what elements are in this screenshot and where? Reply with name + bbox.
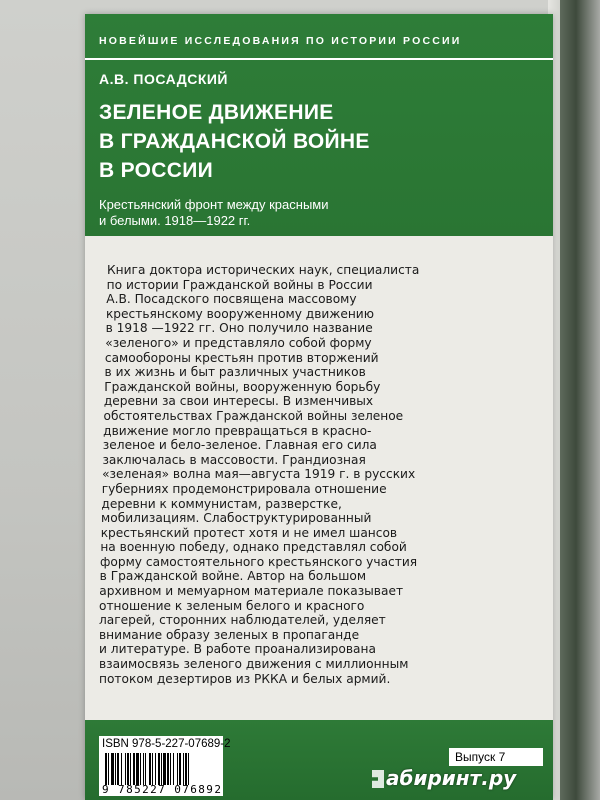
annotation-line: на военную победу, однако представлял собой [100, 540, 407, 555]
annotation-line: в их жизнь и быт различных участников [104, 365, 366, 380]
annotation-line: в 1918 —1922 гг. Оно получило название [105, 321, 373, 336]
annotation-line: внимание образу зеленых в пропаганде [99, 627, 360, 642]
annotation-line: крестьянский протест хотя и не имел шансов [100, 525, 398, 540]
book-subtitle [99, 197, 539, 229]
annotation-line: деревни за свои интересы. В изменчивых [103, 394, 374, 409]
annotation-line: обстоятельствах Гражданской войны зеленое [103, 408, 404, 423]
annotation-line: архивном и мемуарном материале показывает [99, 584, 404, 599]
title-line: В РОССИИ [99, 159, 213, 182]
author-name: А.В. ПОСАДСКИЙ [99, 71, 228, 87]
annotation-line: «зеленая» волна мая—августа 1919 г. в русских [102, 467, 416, 482]
annotation-line: Книга доктора исторических наук, специалиста [107, 263, 420, 277]
annotation-line: по истории Гражданской войны в России [106, 277, 373, 292]
annotation-line: крестьянскому вооруженному движению [105, 306, 374, 321]
annotation-line: движение могло превращаться в красно- [103, 423, 372, 438]
annotation-line: форму самостоятельного крестьянского участия [100, 554, 418, 569]
annotation-line: лагерей, сторонних наблюдателей, уделяет [99, 613, 386, 628]
annotation-line: отношение к зеленым белого и красного [99, 598, 365, 613]
book-spine [560, 0, 600, 800]
subtitle-line: и белыми. 1918—1922 гг. [99, 213, 251, 228]
book-back-cover [85, 14, 553, 800]
annotation-line: «зеленого» и представляло собой форму [105, 335, 372, 350]
annotation-line: зеленое и бело-зеленое. Главная его сила [102, 438, 377, 453]
series-title: НОВЕЙШИЕ ИССЛЕДОВАНИЯ ПО ИСТОРИИ РОССИИ [99, 35, 462, 47]
annotation-line: заключалась в массовости. Грандиозная [102, 452, 366, 467]
annotation-line: деревни к коммунистам, разверстке, [101, 496, 342, 511]
title-line: ЗЕЛЕНОЕ ДВИЖЕНИЕ [99, 101, 334, 124]
header-divider [85, 58, 553, 60]
annotation-line: мобилизациям. Слабоструктурированный [101, 511, 372, 526]
isbn-label [99, 736, 231, 796]
isbn-number: ISBN 978-5-227-07689-2 [102, 738, 231, 750]
annotation-line: губерниях продемонстрировала отношение [101, 481, 387, 496]
annotation-line: самообороны крестьян против вторжений [104, 350, 379, 365]
annotation-line: А.В. Посадского посвящена массовому [106, 292, 357, 307]
annotation-line: взаимосвязь зеленого движения с миллионным [99, 657, 409, 672]
issue-number: Выпуск 7 [455, 750, 506, 764]
green-header-panel [85, 14, 553, 236]
book-annotation [85, 263, 553, 686]
book-title [99, 98, 539, 185]
title-line: В ГРАЖДАНСКОЙ ВОЙНЕ [99, 130, 370, 153]
store-watermark: абиринт.ру [386, 766, 517, 790]
issue-badge [449, 748, 543, 766]
annotation-line: и литературе. В работе проанализирована [99, 642, 376, 657]
annotation-line: в Гражданской войне. Автор на большом [99, 569, 367, 584]
annotation-line: потоком дезертиров из РККА и белых армий. [99, 671, 391, 686]
barcode [103, 753, 219, 785]
subtitle-line: Крестьянский фронт между красными [99, 197, 329, 212]
barcode-digits: 9 785227 076892 [102, 783, 223, 796]
annotation-line: Гражданской войны, вооруженную борьбу [104, 379, 381, 394]
